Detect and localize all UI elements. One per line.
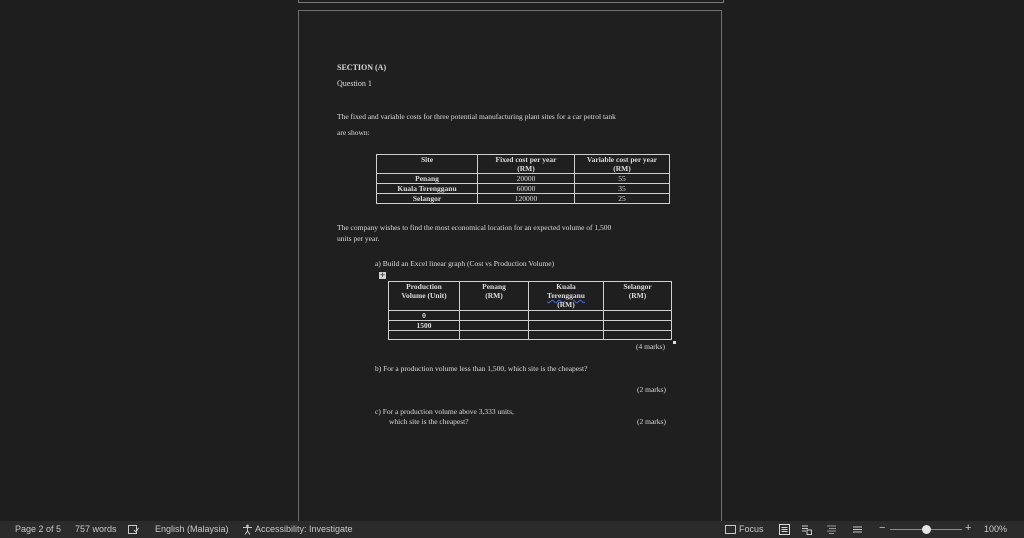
penang-cell[interactable]: [460, 311, 529, 321]
fixed-cost-cell: 60000: [478, 184, 575, 194]
section-title: SECTION (A): [337, 63, 387, 72]
focus-icon[interactable]: [725, 525, 736, 536]
fixed-cost-cell: 20000: [478, 174, 575, 184]
question-label: Question 1: [337, 79, 372, 88]
outline-view-icon[interactable]: [852, 524, 863, 537]
answer-table[interactable]: [388, 281, 672, 340]
fixed-cost-cell: 120000: [478, 194, 575, 204]
zoom-out-button[interactable]: −: [879, 522, 886, 534]
question-c-line-1: c) For a production volume above 3,333 units,: [375, 407, 514, 416]
table-row[interactable]: [389, 331, 672, 340]
header-production-volume: Production Volume (Unit): [389, 282, 460, 311]
marks-c: (2 marks): [637, 417, 666, 426]
proofing-icon[interactable]: [128, 525, 139, 533]
read-mode-icon[interactable]: [801, 524, 812, 537]
language-status[interactable]: English (Malaysia): [155, 524, 229, 534]
table-resize-handle[interactable]: [673, 341, 676, 344]
header-fixed-cost: Fixed cost per year (RM): [478, 155, 575, 174]
header-variable-cost: Variable cost per year (RM): [575, 155, 670, 174]
marks-b: (2 marks): [637, 385, 666, 394]
header-site: Site: [377, 155, 478, 174]
table-header-row: [377, 155, 670, 174]
zoom-in-button[interactable]: +: [965, 522, 972, 534]
table-row[interactable]: [389, 321, 672, 331]
table-row: [377, 194, 670, 204]
status-bar: [0, 521, 1024, 538]
question-c-line-2: which site is the cheapest?: [389, 417, 469, 426]
kuala-terengganu-cell[interactable]: [529, 311, 604, 321]
document-page[interactable]: [298, 10, 722, 530]
word-count[interactable]: 757 words: [75, 524, 117, 534]
variable-cost-cell: 25: [575, 194, 670, 204]
question-a: a) Build an Excel linear graph (Cost vs Production Volume): [375, 259, 555, 268]
penang-cell[interactable]: [460, 331, 529, 340]
volume-cell[interactable]: [389, 331, 460, 340]
para2-line-1: The company wishes to find the most economical location for an expected volume of 1,500: [337, 223, 612, 232]
intro-line-1: The fixed and variable costs for three potential manufacturing plant sites for a car petrol tank: [337, 112, 616, 121]
header-kuala-terengganu: Kuala Terengganu (RM): [529, 282, 604, 311]
focus-button[interactable]: Focus: [739, 524, 764, 534]
volume-cell[interactable]: 0: [389, 311, 460, 321]
para2-line-2: units per year.: [337, 234, 380, 243]
site-cell: Selangor: [377, 194, 478, 204]
penang-cell[interactable]: [460, 321, 529, 331]
web-layout-icon[interactable]: [826, 524, 837, 537]
site-cell: Penang: [377, 174, 478, 184]
answer-header-row: [389, 282, 672, 311]
cost-table: [376, 154, 670, 204]
table-move-handle-icon[interactable]: +: [379, 271, 386, 279]
selangor-cell[interactable]: [604, 321, 672, 331]
previous-page-edge: [298, 0, 724, 3]
header-selangor: Selangor (RM): [604, 282, 672, 311]
zoom-slider-thumb[interactable]: [922, 525, 931, 534]
variable-cost-cell: 35: [575, 184, 670, 194]
table-row: [377, 184, 670, 194]
kuala-terengganu-cell[interactable]: [529, 331, 604, 340]
table-row: [377, 174, 670, 184]
accessibility-status[interactable]: Accessibility: Investigate: [255, 524, 353, 534]
print-layout-icon[interactable]: [779, 524, 790, 537]
selangor-cell[interactable]: [604, 311, 672, 321]
marks-a: (4 marks): [636, 342, 665, 351]
kuala-terengganu-cell[interactable]: [529, 321, 604, 331]
selangor-cell[interactable]: [604, 331, 672, 340]
intro-line-2: are shown:: [337, 128, 370, 137]
page-count[interactable]: Page 2 of 5: [15, 524, 62, 534]
accessibility-icon[interactable]: [242, 524, 253, 537]
zoom-level[interactable]: 100%: [984, 524, 1008, 534]
header-penang: Penang (RM): [460, 282, 529, 311]
table-row[interactable]: [389, 311, 672, 321]
variable-cost-cell: 55: [575, 174, 670, 184]
site-cell: Kuala Terengganu: [377, 184, 478, 194]
question-b: b) For a production volume less than 1,500, which site is the cheapest?: [375, 364, 588, 373]
volume-cell[interactable]: 1500: [389, 321, 460, 331]
